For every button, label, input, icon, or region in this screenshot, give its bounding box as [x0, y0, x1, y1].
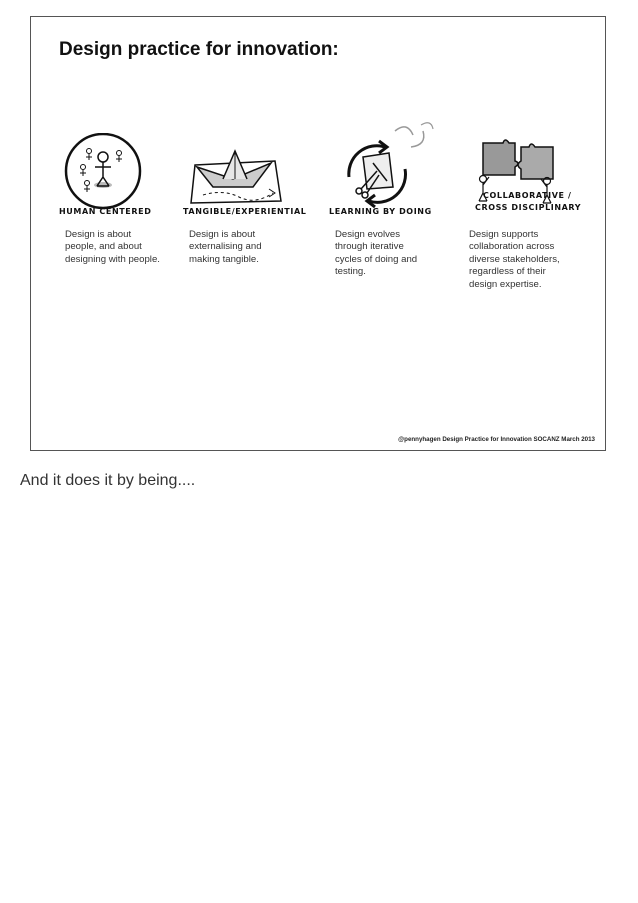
- principle-caption: TANGIBLE/EXPERIENTIAL: [183, 207, 307, 216]
- slide-footer: @pennyhagen Design Practice for Innovation SOCANZ March 2013: [398, 436, 595, 443]
- principle-caption: HUMAN CENTERED: [59, 207, 152, 216]
- principle-description: Design is about people, and about designing with people.: [65, 229, 160, 265]
- puzzle-people-icon: [469, 133, 599, 229]
- speaker-note: And it does it by being....: [20, 472, 196, 489]
- caption-line-2: CROSS DISCIPLINARY: [475, 203, 582, 212]
- principle-description: Design supports collaboration across diverse stakeholders, regardless of their design expertise.: [469, 229, 560, 290]
- principle-caption: [475, 191, 582, 212]
- slide-title: Design practice for innovation:: [59, 39, 339, 60]
- slide: [30, 16, 606, 451]
- principle-description: Design is about externalising and making tangible.: [189, 229, 262, 265]
- principle-description: Design evolves through iterative cycles of doing and testing.: [335, 229, 418, 278]
- principle-caption: LEARNING BY DOING: [329, 207, 432, 216]
- caption-line-1: COLLABORATIVE /: [483, 191, 572, 200]
